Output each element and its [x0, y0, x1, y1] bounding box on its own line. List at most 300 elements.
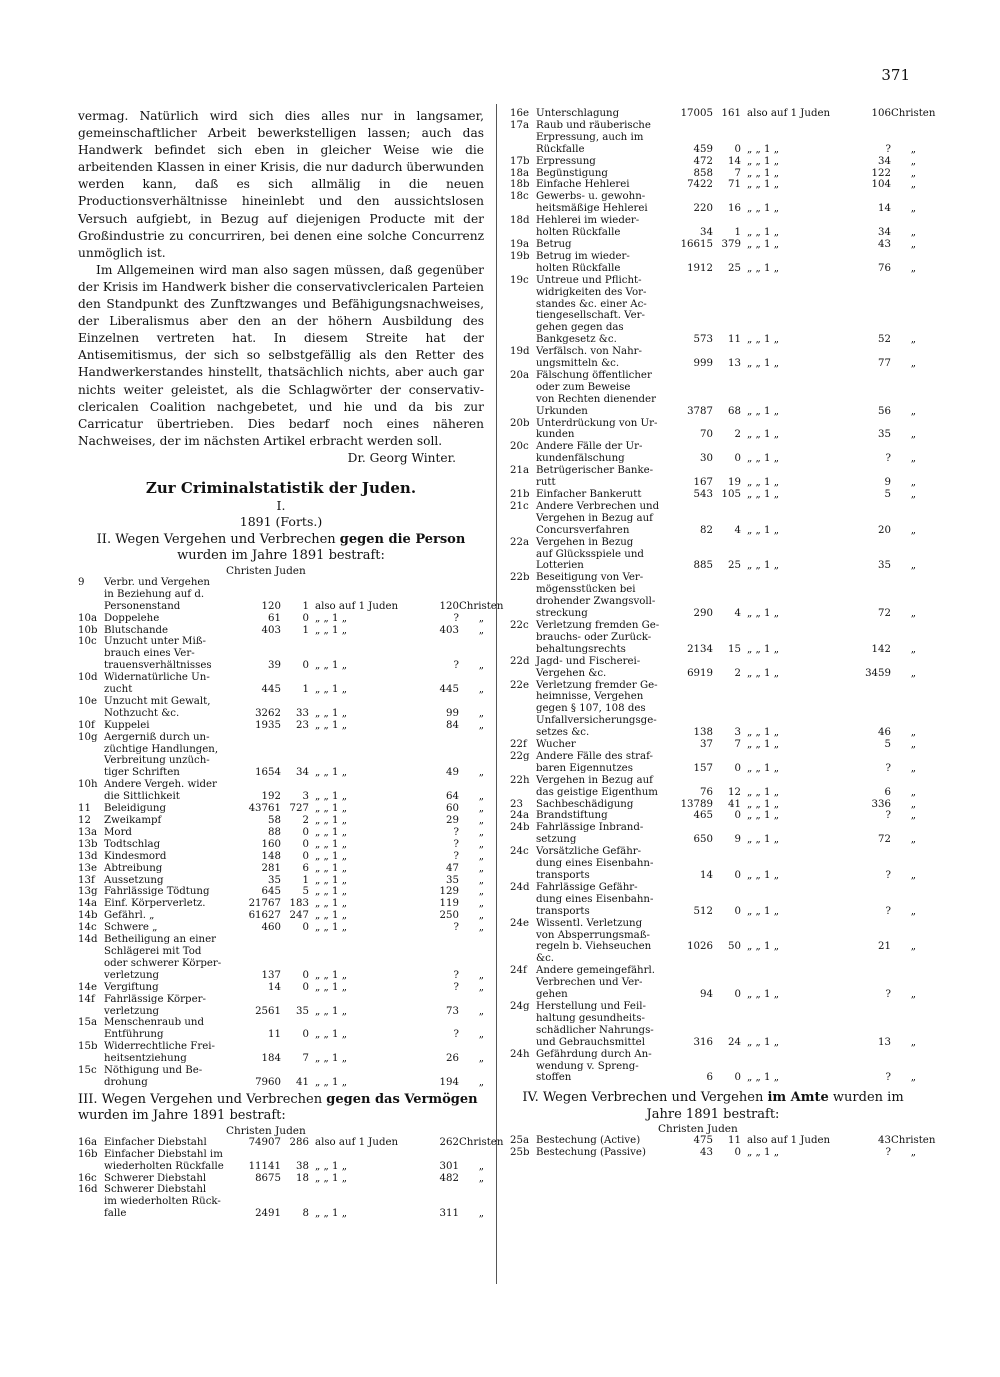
row-code: 16b — [78, 1148, 98, 1160]
ratio-value — [857, 632, 891, 644]
table-row — [510, 632, 916, 644]
ratio-value — [857, 965, 891, 977]
ratio-unit: „ — [478, 1160, 484, 1172]
ratio-value — [857, 513, 891, 525]
christen-count — [671, 310, 713, 322]
table-row — [510, 1147, 916, 1159]
row-code: 16a — [78, 1136, 98, 1148]
row-code — [510, 560, 536, 572]
row-code: 17a — [510, 119, 530, 131]
row-label: kunden — [536, 429, 575, 441]
row-label: gehen — [536, 989, 568, 1001]
ratio-value — [857, 418, 891, 430]
ratio-unit: Christen — [891, 1135, 936, 1147]
row-label: transports — [536, 905, 590, 917]
ratio-text: „ „ 1 „ — [315, 1160, 348, 1172]
table-row — [78, 1053, 484, 1065]
christen-count: 7960 — [255, 1076, 281, 1088]
ratio-value — [857, 918, 891, 930]
ratio-value: 122 — [871, 167, 891, 179]
ratio-value: ? — [453, 838, 459, 850]
christen-count — [671, 394, 713, 406]
row-label: heimnisse, Vergehen — [536, 691, 644, 703]
ratio-unit — [459, 1196, 484, 1208]
row-code — [510, 989, 536, 1001]
table-row — [510, 691, 916, 703]
ratio-unit: „ — [910, 358, 916, 370]
ratio-text: „ „ 1 „ — [315, 719, 348, 731]
row-code: 10f — [78, 719, 95, 731]
christen-count: 459 — [693, 143, 713, 155]
ratio-text: „ „ 1 „ — [747, 989, 780, 1001]
section-4-heading-b: im Amte — [767, 1090, 829, 1106]
christen-count: 290 — [693, 608, 713, 620]
christen-count: 184 — [261, 1053, 281, 1065]
juden-count: 41 — [728, 798, 741, 810]
ratio-value — [425, 589, 459, 601]
juden-count — [281, 1041, 309, 1053]
row-code: 13g — [78, 886, 98, 898]
row-code — [510, 453, 536, 465]
section-3-heading — [78, 1092, 484, 1125]
ratio-text: „ „ 1 „ — [315, 612, 348, 624]
ratio-text: „ „ 1 „ — [315, 767, 348, 779]
christen-count — [239, 1184, 281, 1196]
table-row — [510, 846, 916, 858]
row-code — [510, 894, 536, 906]
ratio-value — [857, 680, 891, 692]
row-label: Verfälsch. von Nahr- — [536, 346, 642, 358]
table-row — [510, 656, 916, 668]
row-code: 20a — [510, 369, 530, 381]
row-label: brauch eines Ver- — [104, 648, 195, 660]
row-code — [78, 970, 104, 982]
table-row — [510, 1001, 916, 1013]
row-label: Beleidigung — [104, 803, 167, 815]
ratio-unit: „ — [910, 643, 916, 655]
row-label: Bankgesetz &c. — [536, 334, 617, 346]
table-row — [510, 584, 916, 596]
juden-count: 71 — [728, 179, 741, 191]
table-row — [510, 322, 916, 334]
juden-count: 2 — [734, 429, 741, 441]
row-code: 10h — [78, 779, 98, 791]
ratio-unit — [891, 894, 916, 906]
row-code — [78, 601, 104, 613]
ratio-value: 76 — [878, 262, 891, 274]
christen-count — [671, 1061, 713, 1073]
christen-count: 6 — [706, 1072, 713, 1084]
row-code — [78, 946, 104, 958]
row-code — [78, 1006, 104, 1018]
row-code — [78, 1208, 104, 1220]
ratio-text — [741, 715, 857, 727]
ratio-text — [741, 501, 857, 513]
table-row — [78, 767, 484, 779]
ratio-text: „ „ 1 „ — [747, 453, 780, 465]
ratio-value — [425, 934, 459, 946]
row-label: Nothzucht &c. — [104, 707, 180, 719]
christen-count: 645 — [261, 886, 281, 898]
row-code — [510, 525, 536, 537]
section-4-heading-c: wurden im Jahre 1891 bestraft: — [646, 1090, 904, 1122]
table-row — [510, 429, 916, 441]
christen-count: 70 — [700, 429, 713, 441]
table-row — [78, 1017, 484, 1029]
ratio-text — [741, 1025, 857, 1037]
row-label: Erpressung — [536, 155, 596, 167]
table-row — [510, 382, 916, 394]
row-code — [78, 1053, 104, 1065]
ratio-unit — [891, 251, 916, 263]
ratio-unit: „ — [478, 719, 484, 731]
juden-count — [281, 648, 309, 660]
ratio-unit — [891, 1061, 916, 1073]
ratio-value — [425, 1065, 459, 1077]
left-column — [78, 108, 504, 1220]
juden-count — [713, 858, 741, 870]
row-code: 25a — [510, 1135, 530, 1147]
christen-count — [239, 744, 281, 756]
row-code — [78, 1161, 104, 1173]
table-row — [510, 477, 916, 489]
juden-count: 0 — [302, 922, 309, 934]
row-code — [78, 1196, 104, 1208]
ratio-text — [741, 418, 857, 430]
row-code — [510, 549, 536, 561]
ratio-text — [741, 822, 857, 834]
table-row — [510, 406, 916, 418]
ratio-text — [309, 1184, 425, 1196]
ratio-text — [309, 589, 425, 601]
table-row — [510, 715, 916, 727]
juden-count: 1 — [302, 874, 309, 886]
ratio-unit — [891, 537, 916, 549]
table-row — [78, 648, 484, 660]
table-row — [78, 720, 484, 732]
table-row — [510, 299, 916, 311]
juden-count — [281, 934, 309, 946]
christen-count: 34 — [700, 227, 713, 239]
row-label: tiengesellschaft. Ver- — [536, 310, 645, 322]
ratio-text — [309, 1149, 425, 1161]
ratio-unit: „ — [910, 453, 916, 465]
juden-count: 0 — [302, 660, 309, 672]
section-3-heading-b: gegen das Vermögen — [326, 1091, 478, 1107]
ratio-unit: „ — [910, 834, 916, 846]
ratio-value: 194 — [439, 1076, 459, 1088]
row-code — [78, 958, 104, 970]
ratio-value: ? — [453, 660, 459, 672]
row-code — [78, 1029, 104, 1041]
juden-count — [713, 418, 741, 430]
row-label: Wissentl. Verletzung — [536, 917, 643, 929]
row-label: oder zum Beweise — [536, 381, 631, 393]
ratio-unit — [459, 648, 484, 660]
table-row — [510, 144, 916, 156]
ratio-unit — [459, 589, 484, 601]
ratio-unit: „ — [910, 560, 916, 572]
row-code — [510, 299, 536, 311]
row-code — [78, 1077, 104, 1089]
juden-count — [281, 1017, 309, 1029]
ratio-unit: „ — [910, 667, 916, 679]
ratio-value — [425, 1149, 459, 1161]
juden-count: 0 — [734, 453, 741, 465]
table-row — [510, 1072, 916, 1084]
ratio-unit — [891, 299, 916, 311]
row-label: Aergerniß durch un- — [104, 731, 210, 743]
row-code — [510, 834, 536, 846]
ratio-text: „ „ 1 „ — [315, 874, 348, 886]
christen-count — [671, 537, 713, 549]
juden-count: 0 — [302, 612, 309, 624]
essay-paragraph-2: Im Allgemeinen wird man also sagen müssen, daß gegenüber der Krisis im Handwerk bisher die conservativclericalen Parteien den Standpunkt des Zunftzwanges und Befähigungsnachweises, der Liberalismus aber den an der höhern Ausbildung des Einzelnen vertreten hat. In diesem Streite hat der Antisemitismus, der sich so selbstgefällig als den Retter des Handwerkerstandes hinstellt, thatsächlich nichts, aber auch gar nichts weiter geleistet, als die Schlagwörter der conservativ-clericalen Coalition nachgebetet, und hie und da bis zur Carricatur übertrieben. Dies bedarf noch eines näheren Nachweises, der im nächsten Artikel erbracht werden soll. — [78, 262, 484, 448]
ratio-unit — [459, 744, 484, 756]
ratio-text — [741, 1061, 857, 1073]
juden-count: 7 — [734, 739, 741, 751]
ratio-text: „ „ 1 „ — [747, 1147, 780, 1159]
row-code — [510, 1013, 536, 1025]
section-3-heading-a: III. Wegen Vergehen und Verbrechen — [78, 1091, 327, 1107]
ratio-text: „ „ 1 „ — [315, 707, 348, 719]
ratio-text: „ „ 1 „ — [747, 477, 780, 489]
ratio-unit: „ — [910, 608, 916, 620]
juden-count: 727 — [289, 803, 309, 815]
row-code — [78, 660, 104, 672]
row-code: 24b — [510, 822, 530, 834]
row-label: Vergehen &c. — [536, 667, 607, 679]
ratio-text — [741, 346, 857, 358]
juden-count: 18 — [296, 1172, 309, 1184]
row-label: Verletzung fremder Ge- — [536, 679, 658, 691]
juden-count: 34 — [296, 767, 309, 779]
ratio-value: ? — [453, 969, 459, 981]
ratio-text — [309, 696, 425, 708]
juden-count — [713, 882, 741, 894]
juden-count — [713, 132, 741, 144]
ratio-text: „ „ 1 „ — [747, 334, 780, 346]
row-label: gehen gegen das — [536, 322, 624, 334]
ratio-unit: „ — [478, 874, 484, 886]
article-year: 1891 (Forts.) — [239, 513, 323, 529]
row-code — [510, 477, 536, 489]
ratio-text — [741, 465, 857, 477]
table-row — [78, 815, 484, 827]
row-code: 18b — [510, 179, 530, 191]
row-label: rutt — [536, 477, 556, 489]
ratio-unit — [891, 215, 916, 227]
christen-count — [671, 680, 713, 692]
christen-count — [671, 977, 713, 989]
ratio-text — [741, 322, 857, 334]
christen-count: 1935 — [255, 719, 281, 731]
ratio-value — [425, 648, 459, 660]
row-code: 22d — [510, 655, 530, 667]
ratio-value: 120 — [439, 600, 459, 612]
row-label: Blutschande — [104, 624, 169, 636]
table-row — [510, 394, 916, 406]
christen-count — [239, 1017, 281, 1029]
ratio-text: „ „ 1 „ — [315, 981, 348, 993]
ratio-text — [741, 894, 857, 906]
ratio-value — [857, 465, 891, 477]
juden-count: 33 — [296, 707, 309, 719]
christen-count: 281 — [261, 862, 281, 874]
christen-count: 148 — [261, 850, 281, 862]
ratio-text — [741, 441, 857, 453]
row-code: 12 — [78, 815, 91, 826]
row-code: 22f — [510, 739, 527, 751]
row-label: Herstellung und Feil- — [536, 1000, 646, 1012]
juden-count: 11 — [728, 1135, 741, 1147]
section-4-heading — [510, 1090, 916, 1123]
table-row — [78, 958, 484, 970]
row-label: Unzucht mit Gewalt, — [104, 695, 211, 707]
section-2-heading-b: gegen die Person — [339, 531, 466, 547]
ratio-value: 104 — [871, 179, 891, 191]
juden-count — [281, 696, 309, 708]
ratio-value: ? — [885, 762, 891, 774]
table-row — [510, 1025, 916, 1037]
ratio-value — [857, 501, 891, 513]
ratio-text — [741, 275, 857, 287]
table-row — [78, 696, 484, 708]
christen-count: 43761 — [248, 803, 281, 815]
juden-count — [281, 672, 309, 684]
christen-count: 16615 — [680, 238, 713, 250]
juden-count — [281, 1184, 309, 1196]
table-row — [510, 263, 916, 275]
table-row — [510, 549, 916, 561]
ratio-value: 129 — [439, 886, 459, 898]
table-row — [510, 703, 916, 715]
row-label: in Beziehung auf d. — [104, 588, 205, 600]
table-row — [78, 1029, 484, 1041]
christen-count: 35 — [268, 874, 281, 886]
ratio-text — [741, 1001, 857, 1013]
section-4-heading-a: IV. Wegen Verbrechen und Vergehen — [522, 1090, 768, 1106]
ratio-unit — [891, 132, 916, 144]
juden-count: 4 — [734, 524, 741, 536]
juden-count — [713, 775, 741, 787]
ratio-value — [857, 1061, 891, 1073]
table-row — [78, 827, 484, 839]
juden-count — [713, 346, 741, 358]
row-label: Fälschung öffentlicher — [536, 369, 652, 381]
ratio-value: ? — [885, 989, 891, 1001]
juden-count: 11 — [728, 334, 741, 346]
ratio-text: also auf 1 Juden — [747, 108, 831, 119]
table-row — [510, 334, 916, 346]
juden-count: 379 — [721, 238, 741, 250]
juden-count — [281, 958, 309, 970]
juden-count — [713, 310, 741, 322]
christen-count: 2561 — [255, 1005, 281, 1017]
table-row — [78, 744, 484, 756]
ratio-text — [741, 620, 857, 632]
table-row — [510, 965, 916, 977]
ratio-unit — [891, 418, 916, 430]
ratio-unit: Christen — [459, 600, 504, 612]
ratio-text: „ „ 1 „ — [315, 898, 348, 910]
row-label: Unfallversicherungsge- — [536, 715, 657, 727]
ratio-text: „ „ 1 „ — [747, 167, 780, 179]
ratio-value — [857, 751, 891, 763]
row-label: baren Eigennutzes — [536, 762, 633, 774]
ratio-unit: „ — [478, 886, 484, 898]
juden-count: 6 — [302, 862, 309, 874]
juden-count: 0 — [734, 1072, 741, 1084]
ratio-unit — [459, 958, 484, 970]
table-row — [78, 886, 484, 898]
row-label: zucht — [104, 684, 133, 696]
juden-count: 0 — [302, 838, 309, 850]
juden-count — [713, 322, 741, 334]
christen-count — [671, 572, 713, 584]
christen-count — [671, 191, 713, 203]
juden-count — [281, 732, 309, 744]
table-row — [510, 560, 916, 572]
christen-count — [671, 656, 713, 668]
juden-count — [281, 779, 309, 791]
christen-count: 58 — [268, 815, 281, 826]
ratio-text: „ „ 1 „ — [315, 886, 348, 898]
row-code: 10b — [78, 624, 98, 636]
ratio-unit: „ — [910, 477, 916, 489]
table-row — [78, 863, 484, 875]
ratio-unit — [891, 441, 916, 453]
row-label: verletzung — [104, 969, 160, 981]
ratio-text: „ „ 1 „ — [747, 358, 780, 370]
row-code: 22g — [510, 750, 530, 762]
ratio-unit — [459, 779, 484, 791]
table-row — [78, 708, 484, 720]
ratio-value — [857, 930, 891, 942]
row-code — [510, 632, 536, 644]
table-row — [78, 1136, 504, 1149]
row-code: 19d — [510, 346, 530, 358]
ratio-text — [309, 1196, 425, 1208]
ratio-value: 46 — [878, 727, 891, 739]
row-code: 22h — [510, 774, 530, 786]
row-code: 10a — [78, 612, 98, 624]
christen-count — [239, 577, 281, 589]
ratio-unit: „ — [478, 910, 484, 922]
row-code — [510, 858, 536, 870]
ratio-text: „ „ 1 „ — [315, 922, 348, 934]
ratio-unit: „ — [910, 238, 916, 250]
row-code: 22c — [510, 619, 529, 631]
ratio-text: „ „ 1 „ — [747, 1036, 780, 1048]
row-code: 10d — [78, 672, 98, 684]
ratio-text: „ „ 1 „ — [315, 862, 348, 874]
ratio-text: „ „ 1 „ — [747, 786, 780, 798]
row-label: Betrug — [536, 238, 572, 250]
row-code: 24h — [510, 1048, 530, 1060]
juden-count — [281, 577, 309, 589]
ratio-text — [741, 965, 857, 977]
juden-count — [713, 441, 741, 453]
christen-count — [671, 418, 713, 430]
ratio-value — [857, 394, 891, 406]
row-code: 11 — [78, 803, 91, 815]
ratio-text: „ „ 1 „ — [747, 739, 780, 751]
ratio-text: „ „ 1 „ — [315, 803, 348, 815]
ratio-text — [741, 858, 857, 870]
christen-count — [239, 755, 281, 767]
ratio-value — [857, 191, 891, 203]
